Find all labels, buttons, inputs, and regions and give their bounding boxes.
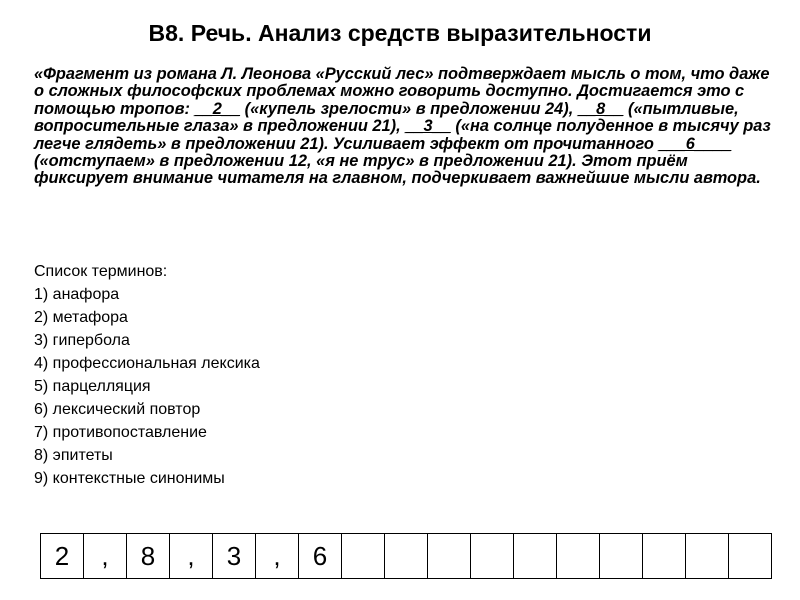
terms-heading: Список терминов:	[34, 263, 168, 280]
task-text-part: («пытливые, вопросительные глаза» в предложении 21),	[34, 99, 739, 136]
answer-cell[interactable]: 8	[127, 534, 170, 579]
task-text-part: («на солнце полуденное в тысячу раз легче глядеть» в предложении 21). Усиливает эффект от прочитанного	[34, 117, 771, 153]
list-item: 2) метафора	[34, 309, 128, 326]
answer-cell[interactable]	[643, 534, 686, 579]
blank-answer: __8__	[577, 99, 624, 118]
answer-cell[interactable]	[342, 534, 385, 579]
list-item: 9) контекстные синонимы	[34, 470, 225, 487]
task-text-part: («купель зрелости» в предложении 24),	[240, 99, 578, 118]
answer-cell[interactable]: ,	[170, 534, 213, 579]
answer-cell[interactable]	[428, 534, 471, 579]
answer-cell[interactable]	[471, 534, 514, 579]
list-item: 5) парцелляция	[34, 378, 151, 395]
blank-answer: __3__	[405, 117, 451, 136]
answer-cell[interactable]	[600, 534, 643, 579]
answer-cell[interactable]: ,	[256, 534, 299, 579]
page-title: B8. Речь. Анализ средств выразительности	[148, 20, 652, 46]
list-item: 1) анафора	[34, 286, 120, 303]
answer-cell[interactable]	[686, 534, 729, 579]
list-item: 3) гипербола	[34, 332, 130, 349]
answer-cell[interactable]: ,	[84, 534, 127, 579]
answer-cell[interactable]	[385, 534, 428, 579]
list-item: 6) лексический повтор	[34, 401, 201, 418]
task-text-part: («отступаем» в предложении 12, «я не трус» в предложении 21). Этот приём фиксирует внимание читателя на главном, подчеркивает важнейшие мысли автора.	[34, 152, 761, 188]
answer-cell[interactable]: 6	[299, 534, 342, 579]
answer-cell[interactable]	[557, 534, 600, 579]
answer-cell[interactable]	[729, 534, 772, 579]
task-text-part: «Фрагмент из романа Л. Леонова «Русский лес» подтверждает мысль о том, что даже о сложных философских проблемах можно говорить доступно. Достигается это с помощью тропов:	[34, 65, 770, 118]
answer-cell[interactable]: 2	[41, 534, 84, 579]
task-text	[34, 66, 778, 188]
list-item: 7) противопоставление	[34, 424, 207, 441]
blank-answer: __2__	[194, 99, 241, 118]
list-item: 8) эпитеты	[34, 447, 113, 464]
answer-grid	[40, 533, 772, 579]
answer-cell[interactable]	[514, 534, 557, 579]
terms-list	[34, 286, 260, 493]
blank-answer: ___6____	[658, 134, 732, 153]
answer-cell[interactable]: 3	[213, 534, 256, 579]
list-item: 4) профессиональная лексика	[34, 355, 260, 372]
